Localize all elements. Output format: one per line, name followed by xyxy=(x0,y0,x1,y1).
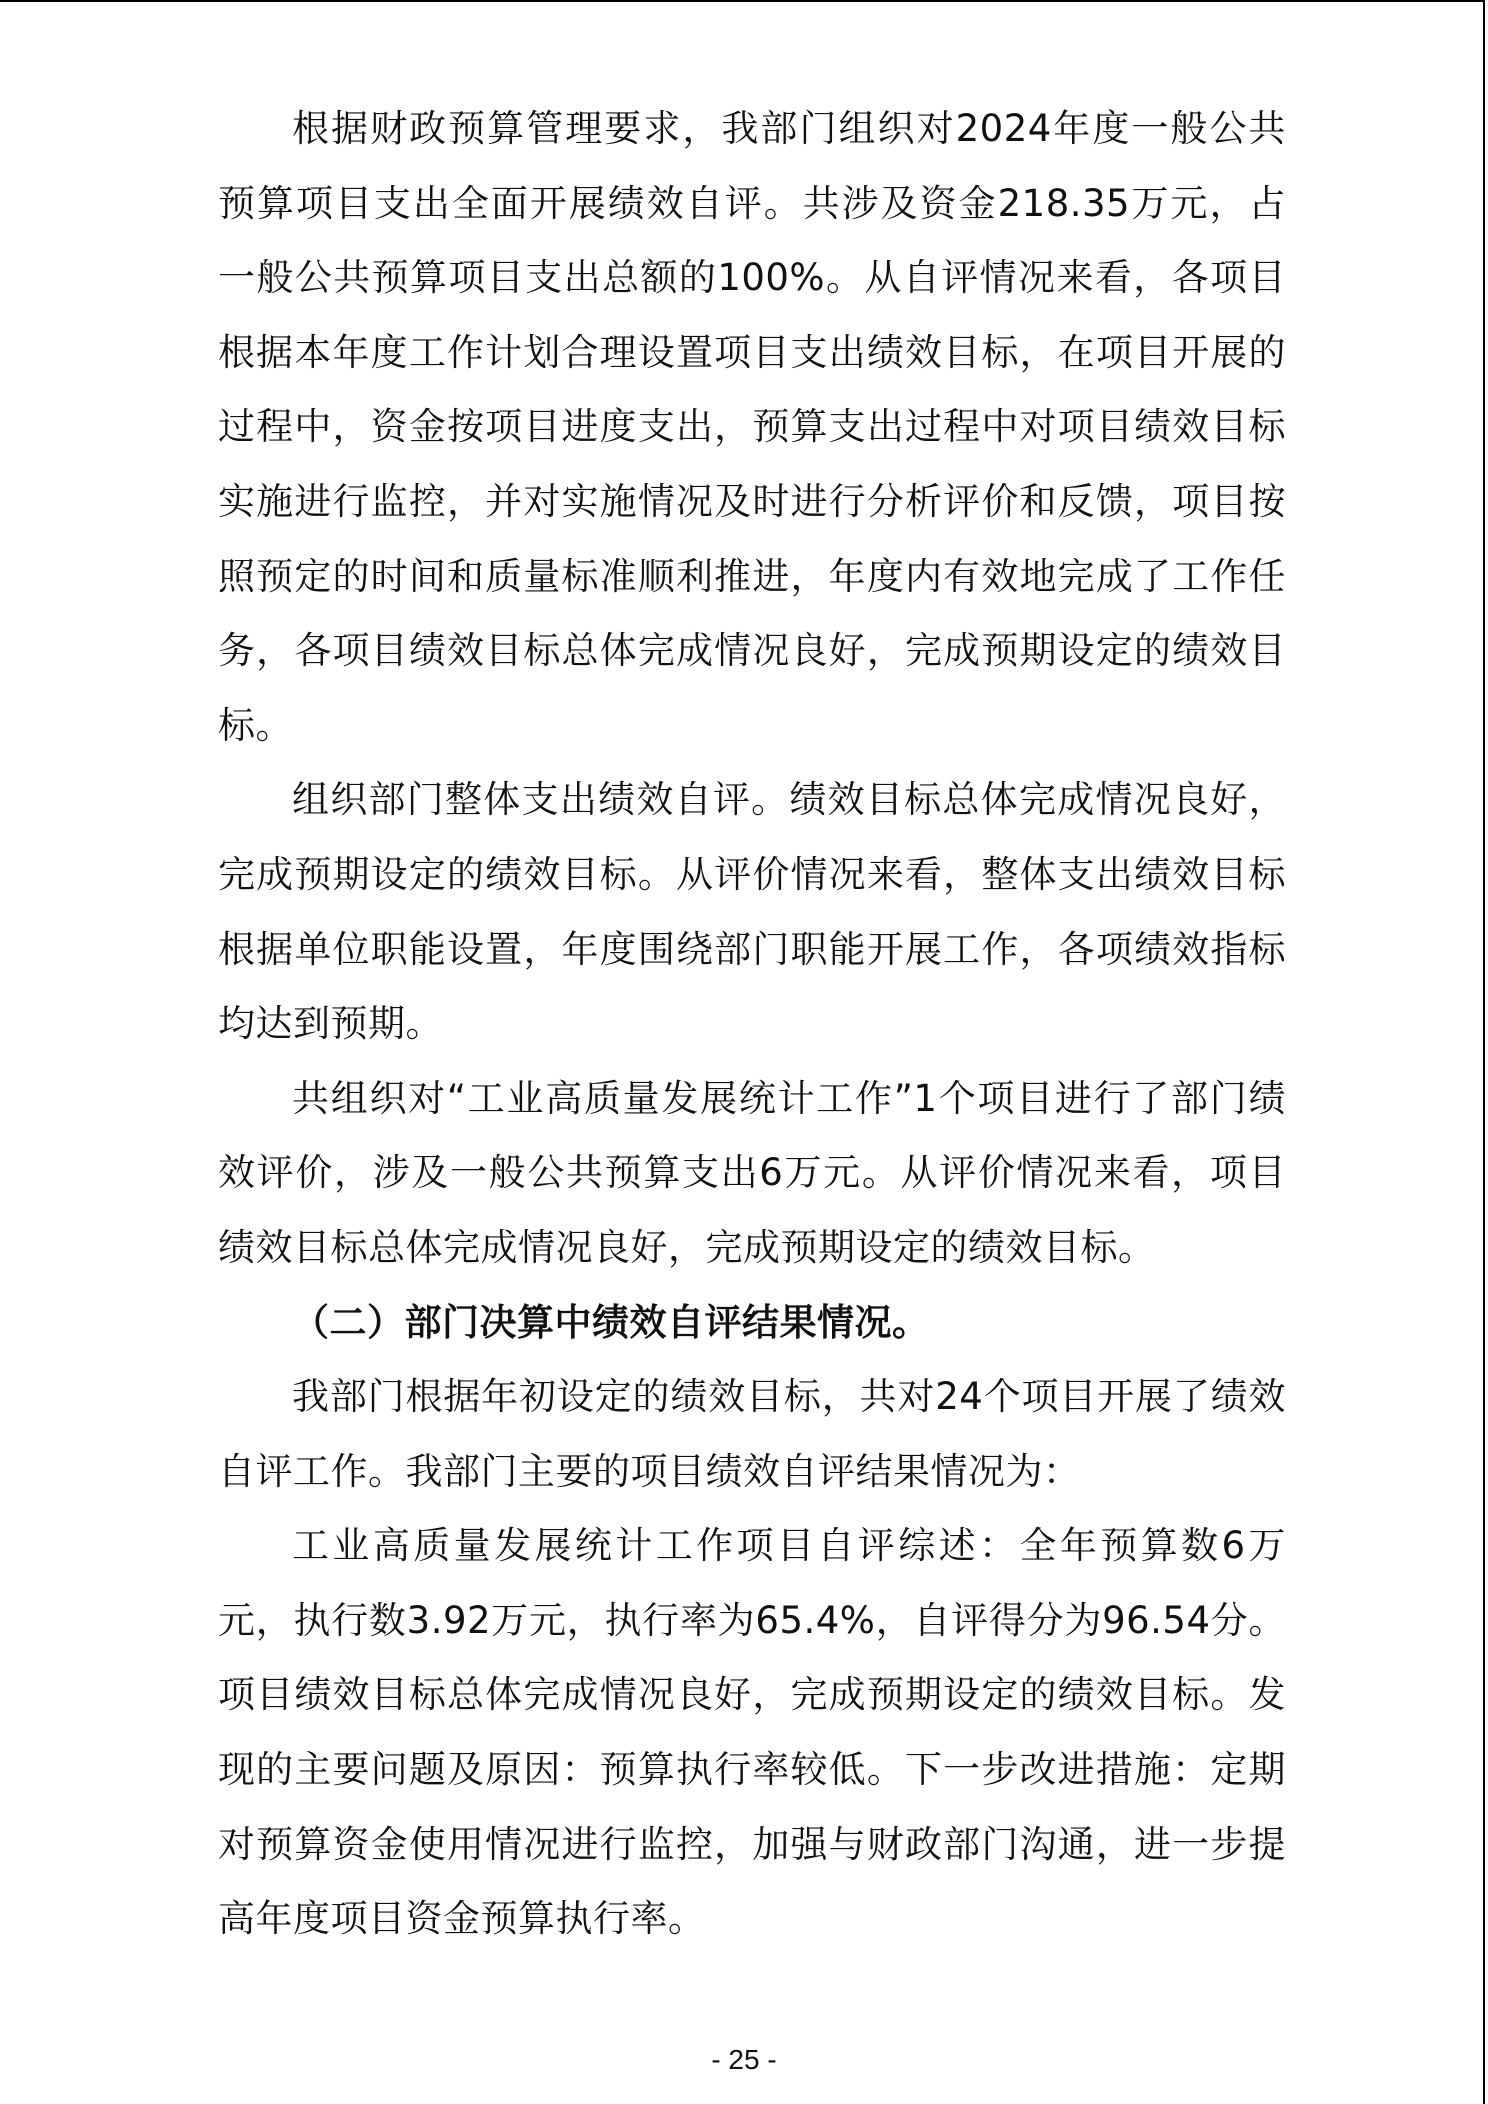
paragraph-overall-expenditure: 组织部门整体支出绩效自评。绩效目标总体完成情况良好，完成预期设定的绩效目标。从评价情况来看，整体支出绩效目标根据单位职能设置，年度围绕部门职能开展工作，各项绩效指标均达到预期。 xyxy=(218,778,1286,1046)
document-body xyxy=(218,92,1286,1957)
paragraph-project-summary: 工业高质量发展统计工作项目自评综述：全年预算数6万元，执行数3.92万元，执行率为65.4%，自评得分为96.54分。项目绩效目标总体完成情况良好，完成预期设定的绩效目标。发现的主要问题及原因：预算执行率较低。下一步改进措施：定期对预算资金使用情况进行监控，加强与财政部门沟通，进一步提高年度项目资金预算执行率。 xyxy=(218,1524,1286,1941)
section-heading: （二）部门决算中绩效自评结果情况。 xyxy=(292,1300,930,1344)
paragraph-department-evaluation: 共组织对“工业高质量发展统计工作”1个项目进行了部门绩效评价，涉及一般公共预算支出6万元。从评价情况来看，项目绩效目标总体完成情况良好，完成预期设定的绩效目标。 xyxy=(218,1076,1286,1269)
paragraph-self-evaluation-overview: 根据财政预算管理要求，我部门组织对2024年度一般公共预算项目支出全面开展绩效自评。共涉及资金218.35万元，占一般公共预算项目支出总额的100%。从自评情况来看，各项目根据本年度工作计划合理设置项目支出绩效目标，在项目开展的过程中，资金按项目进度支出，预算支出过程中对项目绩效目标实施进行监控，并对实施情况及时进行分析评价和反馈，项目按照预定的时间和质量标准顺利推进，年度内有效地完成了工作任务，各项目绩效目标总体完成情况良好，完成预期设定的绩效目标。 xyxy=(218,107,1286,747)
page-number: - 25 - xyxy=(711,2044,777,2075)
paragraph-project-count: 我部门根据年初设定的绩效目标，共对24个项目开展了绩效自评工作。我部门主要的项目绩效自评结果情况为： xyxy=(218,1375,1286,1493)
